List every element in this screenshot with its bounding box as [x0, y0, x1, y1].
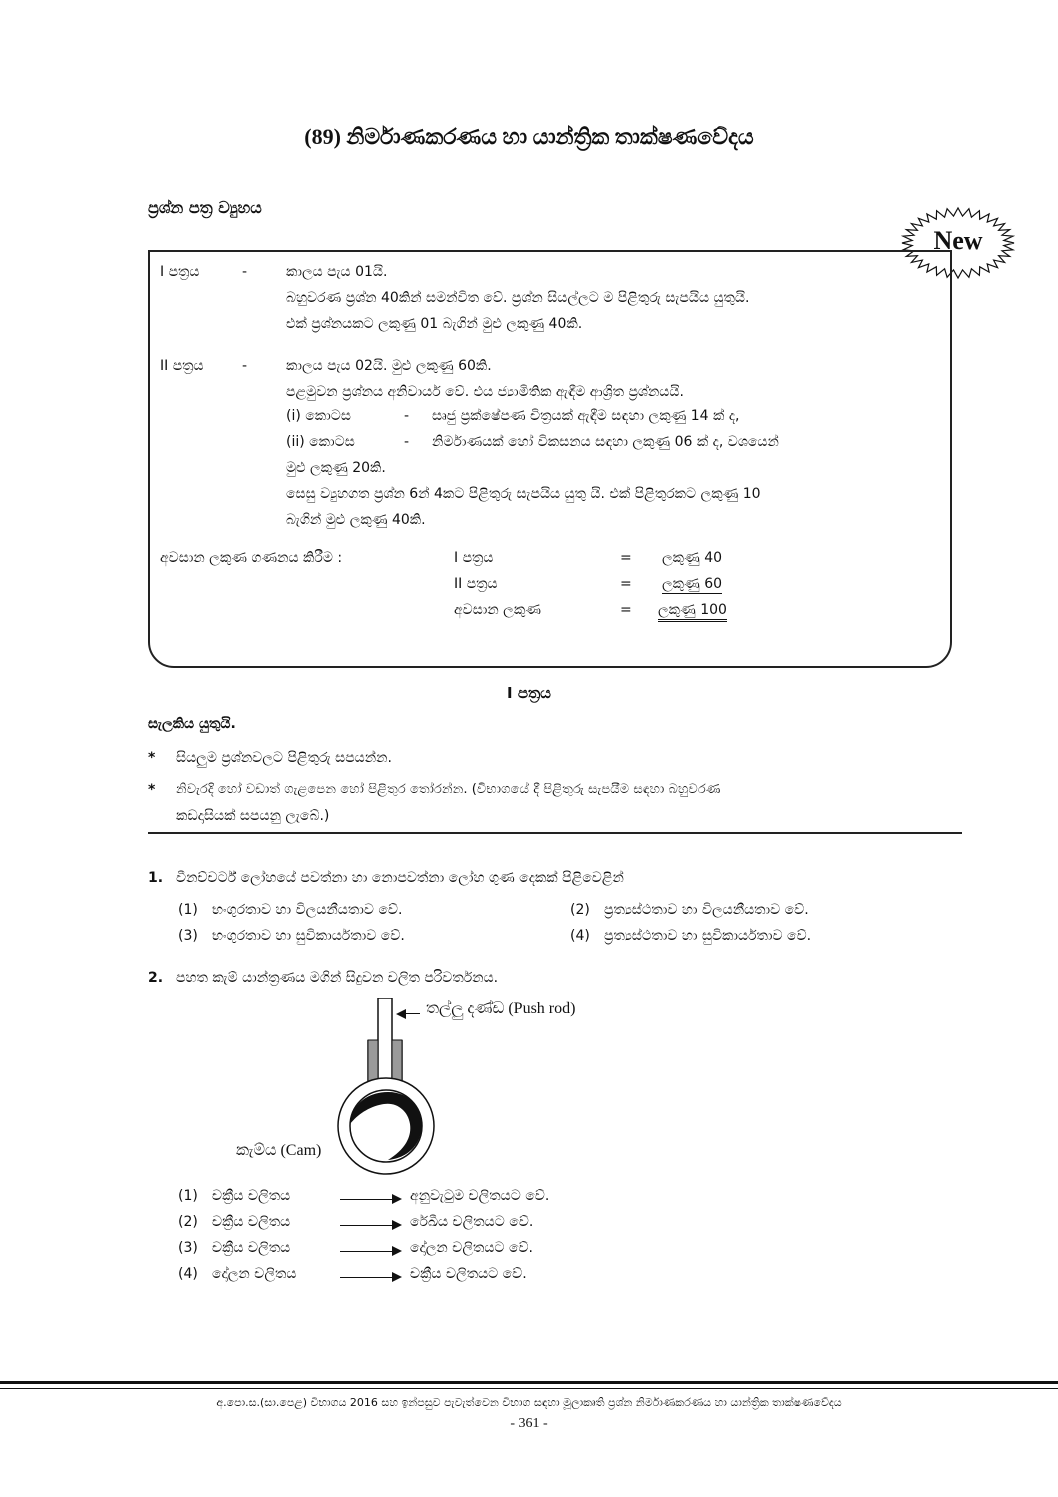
- note-heading: සැලකිය යුතුයි.: [148, 716, 236, 732]
- option-number: (2): [178, 1214, 198, 1230]
- paper2-part2-text: නිර්මාණයක් හෝ විකසනය සඳහා ලකුණු 06 ක් ද, වශයෙන්: [432, 434, 779, 450]
- note-bullet: *: [148, 750, 156, 766]
- paper2-line: සෙසු ව්‍යුහගත ප්‍රශ්න 6න් 4කට පිළිතුරු සැපයිය යුතු යි. එක් පිළිතුරකට ලකුණු 10: [286, 486, 761, 502]
- paper1-line: බහුවරණ ප්‍රශ්න 40කින් සමන්විත වේ. ප්‍රශ්න සියල්ලට ම පිළිතුරු සැපයිය යුතුයි.: [286, 290, 750, 306]
- new-badge-text: New: [933, 226, 983, 255]
- note-text: නිවැරදි හෝ වඩාත් ගැළපෙන හෝ පිළිතුර තෝරන්න. (විභාගයේ දී පිළිතුරු සැපයීම සඳහා බහුවරණ: [176, 782, 721, 797]
- option-number: (3): [178, 928, 198, 944]
- option-to: චක්‍රීය චලිතයට වේ.: [410, 1266, 527, 1282]
- option-number: (1): [178, 902, 198, 918]
- paper2-dash: -: [242, 358, 248, 374]
- page-number: - 361 -: [510, 1416, 548, 1431]
- final-row-eq: =: [620, 550, 632, 566]
- question-text: පහත කැම් යාන්ත්‍රණය මගින් සිදුවන චලිත පරිවර්තනය.: [176, 970, 499, 986]
- final-row-eq: =: [620, 576, 632, 592]
- paper2-line: බැගින් මුළු ලකුණු 40කි.: [286, 512, 426, 528]
- paper2-part2-cont: මුළු ලකුණු 20කි.: [286, 460, 386, 476]
- final-row-name: අවසාන ලකුණ: [454, 602, 541, 618]
- option-number: (4): [570, 928, 590, 944]
- option-from: චක්‍රීය චලිතය: [212, 1188, 291, 1204]
- paper-structure-box: [148, 250, 952, 668]
- option-number: (2): [570, 902, 590, 918]
- footer-rule: [0, 1388, 1058, 1389]
- paper1-line: කාලය පැය 01යි.: [286, 264, 388, 280]
- final-row-name: I පත්‍රය: [454, 550, 494, 566]
- page-title: (89) නිර්මාණකරණය හා යාන්ත්‍රික තාක්ෂණවේදය: [304, 124, 754, 149]
- cam-mechanism-icon: [330, 998, 460, 1180]
- question-text: වීනච්චර්ට් ලෝහයේ පවත්නා හා නොපවත්නා ලෝහ ගුණ දෙකක් පිළිවෙළින්: [176, 870, 624, 886]
- note-text-cont: කඩදාසියක් සපයනු ලැබේ.): [176, 808, 330, 824]
- pushrod-label: තල්ලු දණ්ඩ (Push rod): [426, 1000, 576, 1017]
- note-text: සියලුම ප්‍රශ්නවලට පිළිතුරු සපයන්න.: [176, 750, 392, 766]
- cam-diagram: [330, 998, 460, 1180]
- paper2-part1-dash: -: [404, 408, 410, 424]
- note-bullet: *: [148, 782, 156, 798]
- footer-text: අ.පො.ස.(සා.පෙළ) විභාගය 2016 සහ ඉන්පසුව පැවැත්වෙන විභාග සඳහා මූලාකෘති ප්‍රශ්න නිර්මාණකරණය හා යාන්ත්‍රික තාක්ෂණවේදය: [216, 1396, 842, 1409]
- option-to: රේඛීය චලිතයට වේ.: [410, 1214, 534, 1230]
- option-text: ප්‍රත්‍යස්ථතාව හා විලයනීයතාව වේ.: [604, 902, 809, 918]
- footer-rule: [0, 1381, 1058, 1384]
- paper2-part1-label: (i) කොටස: [286, 408, 351, 424]
- paper1-heading: I පත්‍රය: [507, 684, 551, 702]
- option-text: භංගුරතාව හා විලයනීයතාව වේ.: [212, 902, 403, 918]
- cam-label: කැම්ය (Cam): [236, 1142, 322, 1159]
- arrow-right-icon: [340, 1199, 400, 1200]
- paper2-part2-label: (ii) කොටස: [286, 434, 355, 450]
- final-row-value: ලකුණු 60: [662, 576, 723, 592]
- section-heading: ප්‍රශ්න පත්‍ර ව්‍යුහය: [148, 198, 262, 217]
- paper2-line: පළමුවන ප්‍රශ්නය අනිවාර්ය වේ. එය ජ්‍යාමිතික ඇඳීම ආශ්‍රිත ප්‍රශ්නයයි.: [286, 384, 684, 400]
- paper1-dash: -: [242, 264, 248, 280]
- arrow-right-icon: [340, 1277, 400, 1278]
- arrow-right-icon: [340, 1251, 400, 1252]
- option-from: චක්‍රීය චලිතය: [212, 1240, 291, 1256]
- divider: [148, 832, 962, 834]
- pushrod-pointer-icon: [398, 1013, 420, 1014]
- option-number: (3): [178, 1240, 198, 1256]
- option-text: භංගුරතාව හා සුවිකාර්යතාව වේ.: [212, 928, 405, 944]
- paper1-line: එක් ප්‍රශ්නයකට ලකුණු 01 බැගින් මුළු ලකුණු 40කි.: [286, 316, 583, 332]
- question-number: 2.: [148, 970, 164, 986]
- paper2-label: II පත්‍රය: [160, 358, 204, 374]
- option-from: චක්‍රීය චලිතය: [212, 1214, 291, 1230]
- option-to: අනුවැටුම චලිතයට වේ.: [410, 1188, 550, 1204]
- final-row-value: ලකුණු 40: [662, 550, 723, 566]
- final-row-eq: =: [620, 602, 632, 618]
- final-row-name: II පත්‍රය: [454, 576, 498, 592]
- option-text: ප්‍රත්‍යස්ථතාව හා සුවිකාර්යතාව වේ.: [604, 928, 812, 944]
- paper1-label: I පත්‍රය: [160, 264, 200, 280]
- arrow-right-icon: [340, 1225, 400, 1226]
- option-from: දෝලන චලිතය: [212, 1266, 297, 1282]
- paper2-line: කාලය පැය 02යි. මුළු ලකුණු 60කි.: [286, 358, 492, 374]
- final-row-value: ලකුණු 100: [658, 602, 727, 622]
- option-number: (4): [178, 1266, 198, 1282]
- paper2-part2-dash: -: [404, 434, 410, 450]
- final-marks-label: අවසාන ලකුණ ගණනය කිරීම :: [160, 550, 343, 566]
- option-number: (1): [178, 1188, 198, 1204]
- option-to: දෝලන චලිතයට වේ.: [410, 1240, 533, 1256]
- paper2-part1-text: සෘජු ප්‍රක්ෂේපණ චිත්‍රයක් ඇඳීම සඳහා ලකුණු 14 ක් ද,: [432, 408, 740, 424]
- question-number: 1.: [148, 870, 164, 886]
